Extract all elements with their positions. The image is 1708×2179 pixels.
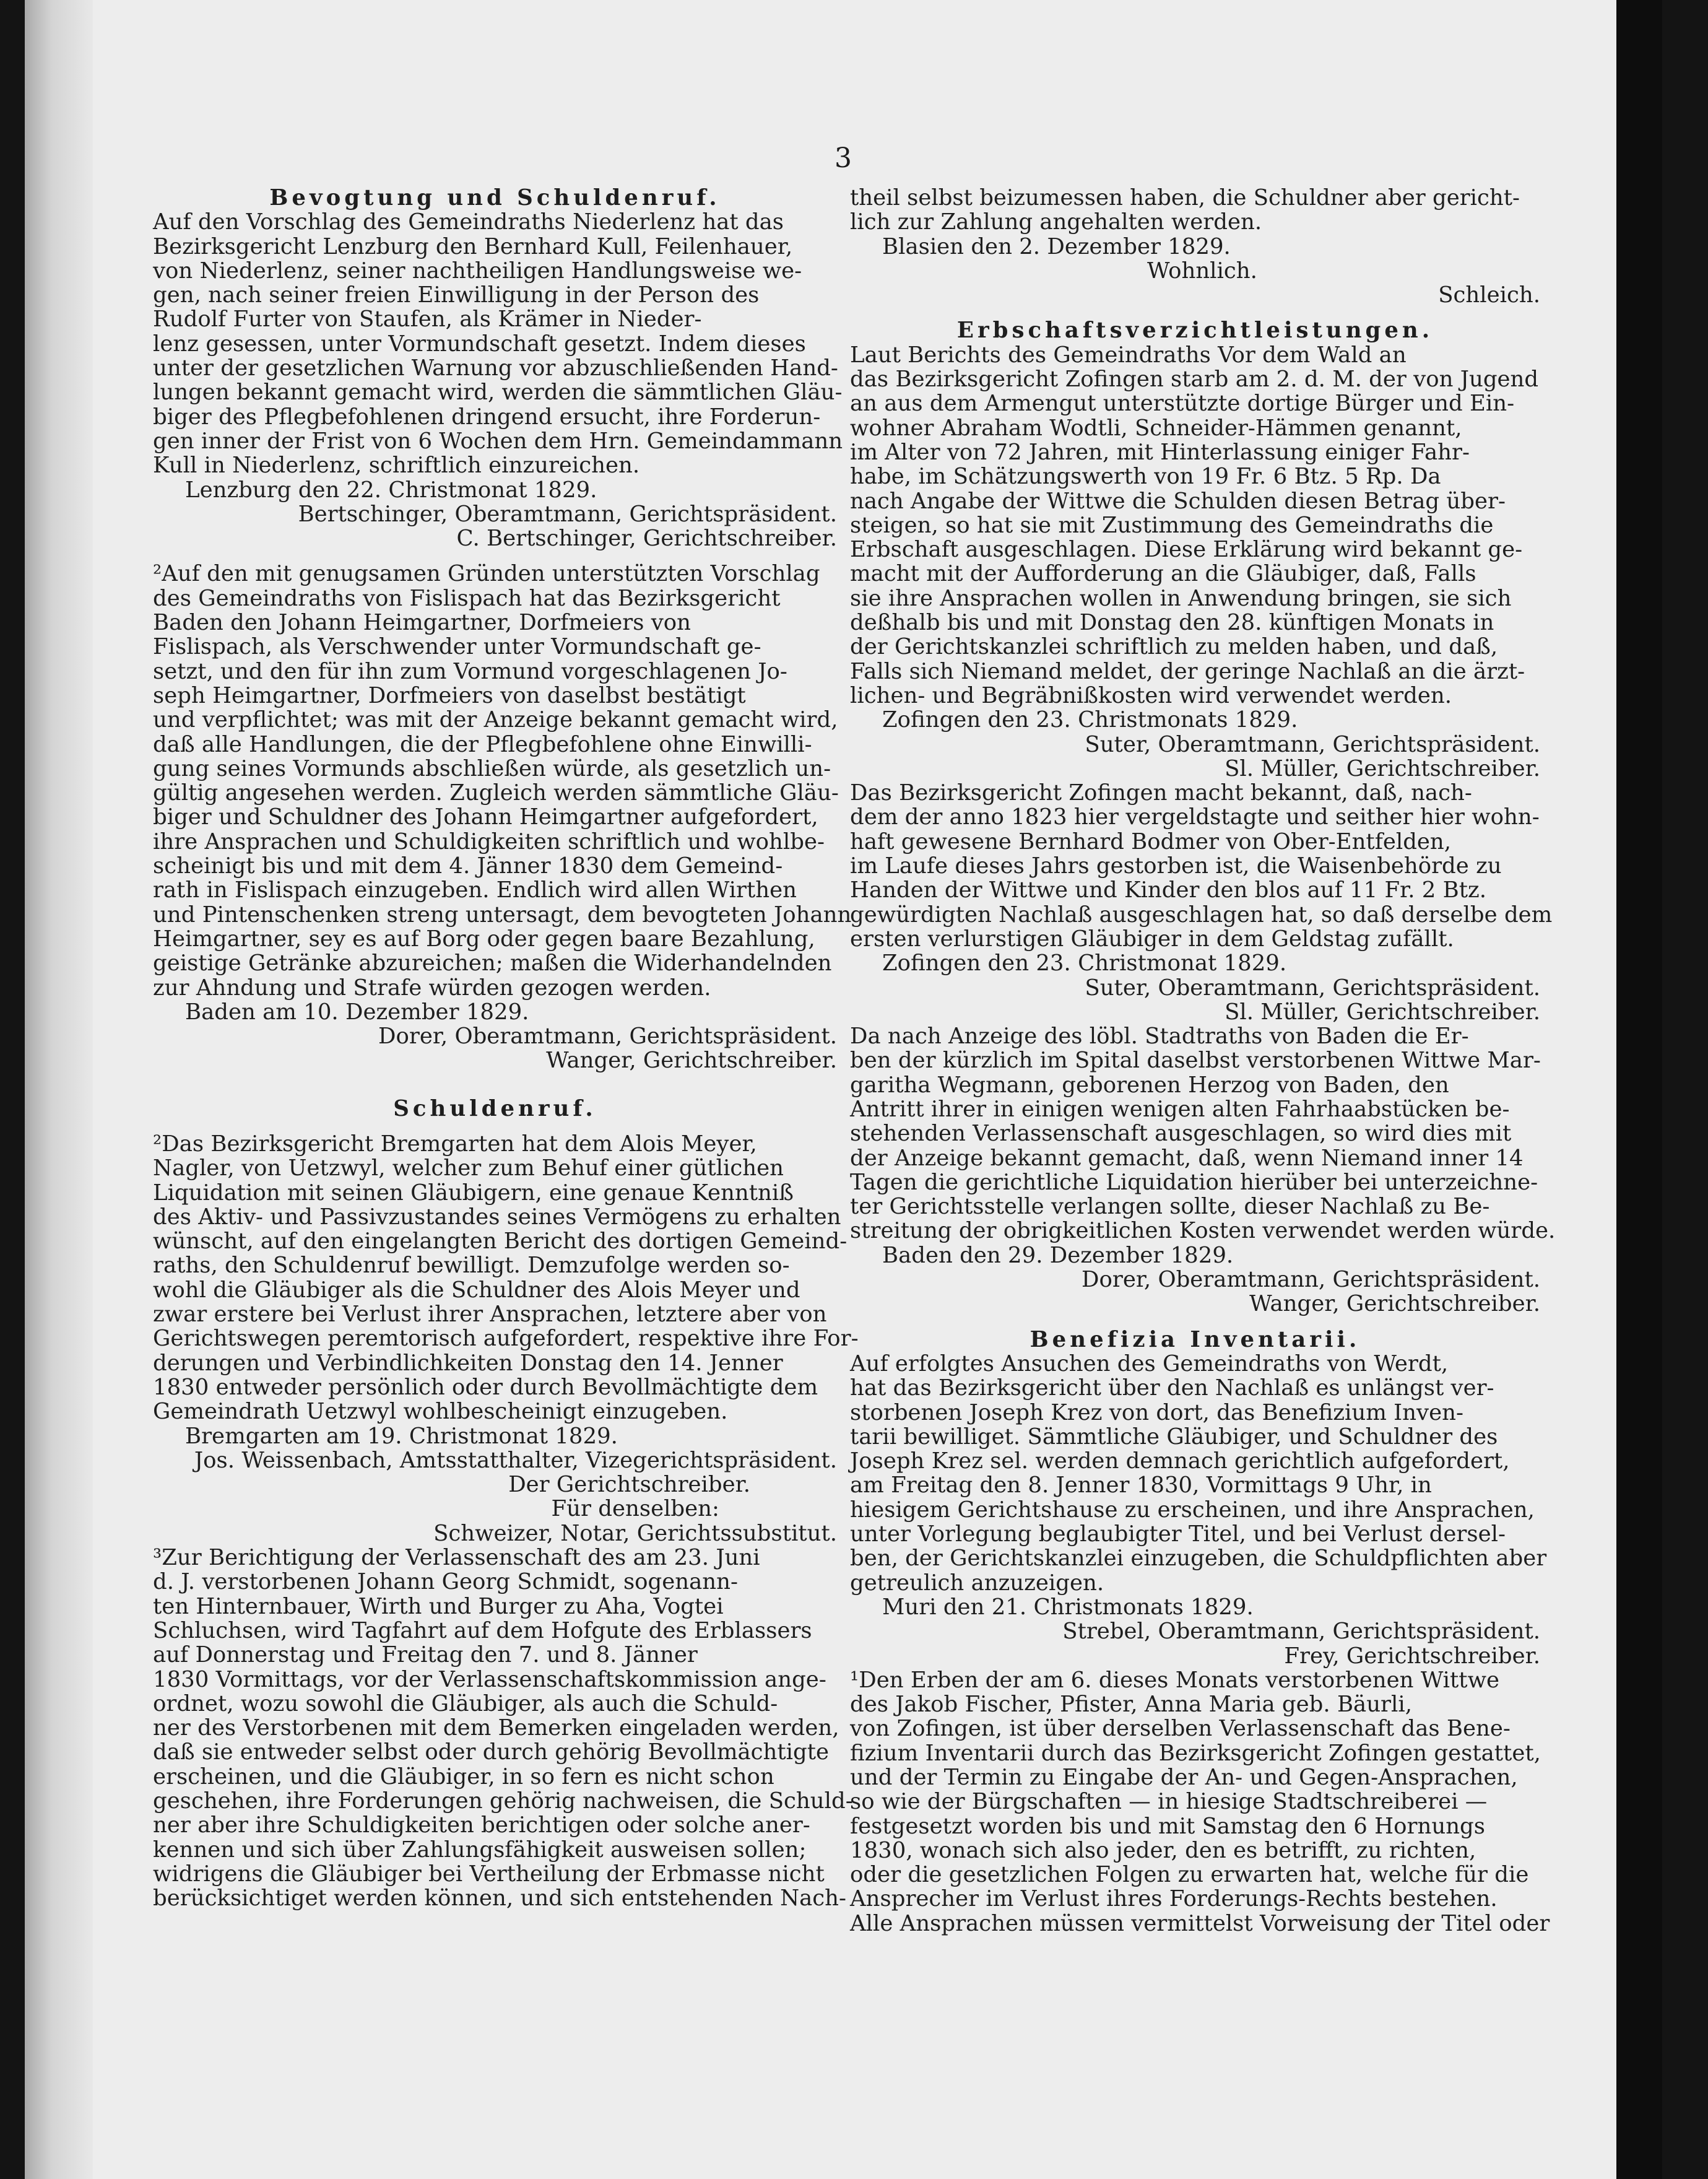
notice-text xyxy=(153,561,852,1001)
text-line: ben, der Gerichtskanzlei einzugeben, die Schuldpflichten aber xyxy=(850,1546,1547,1572)
text-line: Kull in Niederlenz, schriftlich einzureichen. xyxy=(153,453,640,479)
text-line: im Laufe dieses Jahrs gestorben ist, die Waisenbehörde zu xyxy=(850,853,1502,879)
text-line: habe, im Schätzungswerth von 19 Fr. 6 Btz. 5 Rp. Da xyxy=(850,464,1441,490)
text-line: setzt, und den für ihn zum Vormund vorgeschlagenen Jo- xyxy=(153,658,787,684)
left-column xyxy=(153,185,859,1912)
text-line: Fislispach, als Verschwender unter Vormundschaft ge- xyxy=(153,634,761,660)
text-line: gen, nach seiner freien Einwilligung in der Person des xyxy=(153,282,760,308)
signature: Sl. Müller, Gerichtschreiber. xyxy=(1225,755,1540,781)
text-line: gen inner der Frist von 6 Wochen dem Hrn. Gemeindammann xyxy=(153,428,843,454)
text-line: so wie der Bürgschaften — in hiesige Stadtschreiberei — xyxy=(850,1789,1488,1815)
signature: Jos. Weissenbach, Amtsstatthalter, Vizegerichtspräsident. xyxy=(194,1447,837,1473)
newspaper-page xyxy=(25,0,1662,2179)
notice-text xyxy=(850,1667,1550,1936)
text-line: Gemeindrath Uetzwyl wohlbescheinigt einzugeben. xyxy=(153,1399,728,1425)
text-line: des Gemeindraths von Fislispach hat das Bezirksgericht xyxy=(153,585,781,611)
section-heading: Bevogtung und Schuldenruf. xyxy=(269,185,721,211)
text-line: ordnet, wozu sowohl die Gläubiger, als auch die Schuld- xyxy=(153,1690,778,1716)
text-line: biger des Pflegbefohlenen dringend ersucht, ihre Forderun- xyxy=(153,404,821,430)
text-line: Rudolf Furter von Staufen, als Krämer in Nieder- xyxy=(153,307,702,333)
text-line: widrigens die Gläubiger bei Vertheilung der Erbmasse nicht xyxy=(153,1861,825,1887)
text-line: hiesigem Gerichtshause zu erscheinen, und ihre Ansprachen, xyxy=(850,1497,1535,1523)
text-line: Gerichtswegen peremtorisch aufgefordert, respektive ihre For- xyxy=(153,1326,859,1352)
text-line: rath in Fislispach einzugeben. Endlich wird allen Wirthen xyxy=(153,877,797,903)
text-line: von Zofingen, ist über derselben Verlassenschaft das Bene- xyxy=(850,1716,1511,1742)
text-line: tarii bewilliget. Sämmtliche Gläubiger, und Schuldner des xyxy=(850,1424,1498,1450)
place-date: Baden den 29. Dezember 1829. xyxy=(882,1242,1234,1268)
section-heading: Schuldenruf. xyxy=(393,1095,597,1121)
text-line: geistige Getränke abzureichen; maßen die Widerhandelnden xyxy=(153,950,832,976)
text-line: kennen und sich über Zahlungsfähigkeit ausweisen sollen; xyxy=(153,1837,807,1863)
text-line: lichen- und Begräbnißkosten wird verwendet werden. xyxy=(850,682,1452,708)
text-line: Da nach Anzeige des löbl. Stadtraths von Baden die Er- xyxy=(850,1024,1469,1050)
signature: Dorer, Oberamtmann, Gerichtspräsident. xyxy=(378,1024,837,1050)
text-line: ner aber ihre Schuldigkeiten berichtigen oder solche aner- xyxy=(153,1812,810,1838)
text-line: Nagler, von Uetzwyl, welcher zum Behuf einer gütlichen xyxy=(153,1155,784,1181)
text-line: erscheinen, und die Gläubiger, in so fern es nicht schon xyxy=(153,1764,774,1790)
signature: Suter, Oberamtmann, Gerichtspräsident. xyxy=(1085,975,1540,1001)
text-line: zur Ahndung und Strafe würden gezogen werden. xyxy=(153,975,711,1001)
text-line: 1830 Vormittags, vor der Verlassenschaftskommission ange- xyxy=(153,1666,826,1692)
text-line: 1830 entweder persönlich oder durch Bevollmächtigte dem xyxy=(153,1374,818,1400)
text-line: streitung der obrigkeitlichen Kosten verwendet werden würde. xyxy=(850,1218,1556,1244)
text-line: ten Hinternbauer, Wirth und Burger zu Aha, Vogtei xyxy=(153,1593,724,1619)
text-line: ihre Ansprachen und Schuldigkeiten schriftlich und wohlbe- xyxy=(153,829,825,855)
text-line: lungen bekannt gemacht wird, werden die sämmtlichen Gläu- xyxy=(153,380,843,406)
text-line: Handen der Wittwe und Kinder den blos auf 11 Fr. 2 Btz. xyxy=(850,877,1486,903)
text-line: sie ihre Ansprachen wollen in Anwendung bringen, sie sich xyxy=(850,585,1512,611)
text-line: und der Termin zu Eingabe der An- und Gegen-Ansprachen, xyxy=(850,1765,1518,1790)
notice-text xyxy=(850,343,1540,708)
text-line: d. J. verstorbenen Johann Georg Schmidt, sogenann- xyxy=(153,1569,739,1595)
text-line: lenz gesessen, unter Vormundschaft gesetzt. Indem dieses xyxy=(153,331,806,357)
text-line: ner des Verstorbenen mit dem Bemerken eingeladen werden, xyxy=(153,1715,839,1741)
text-line: ¹Den Erben der am 6. dieses Monats verstorbenen Wittwe xyxy=(850,1667,1499,1693)
text-line: Tagen die gerichtliche Liquidation hierüber bei unterzeichne- xyxy=(850,1169,1538,1195)
text-line: des Jakob Fischer, Pfister, Anna Maria geb. Bäurli, xyxy=(850,1692,1413,1718)
text-line: am Freitag den 8. Jenner 1830, Vormittags 9 Uhr, in xyxy=(850,1472,1432,1498)
signature: Wanger, Gerichtschreiber. xyxy=(546,1048,837,1074)
text-line: ³Zur Berichtigung der Verlassenschaft des am 23. Juni xyxy=(153,1545,760,1571)
page-edge-shadow xyxy=(1616,0,1662,2179)
page-number: 3 xyxy=(834,142,852,174)
text-line: Auf den Vorschlag des Gemeindraths Niederlenz hat das xyxy=(153,209,784,235)
text-line: Erbschaft ausgeschlagen. Diese Erklärung wird bekannt ge- xyxy=(850,537,1523,563)
place-date: Baden am 10. Dezember 1829. xyxy=(185,999,529,1025)
place-date: Bremgarten am 19. Christmonat 1829. xyxy=(185,1423,618,1449)
text-line: Das Bezirksgericht Zofingen macht bekannt, daß, nach- xyxy=(850,780,1472,806)
text-line: der Anzeige bekannt gemacht, daß, wenn Niemand inner 14 xyxy=(850,1145,1524,1171)
text-line: dem der anno 1823 hier vergeldstagte und seither hier wohn- xyxy=(850,804,1540,830)
place-date: Muri den 21. Christmonats 1829. xyxy=(882,1594,1254,1620)
text-line: fizium Inventarii durch das Bezirksgericht Zofingen gestattet, xyxy=(850,1740,1541,1766)
place-date: Zofingen den 23. Christmonat 1829. xyxy=(882,950,1287,976)
text-line: scheinigt bis und mit dem 4. Jänner 1830 dem Gemeind- xyxy=(153,853,783,879)
text-line: gewürdigten Nachlaß ausgeschlagen hat, so daß derselbe dem xyxy=(850,902,1553,928)
notice-text xyxy=(153,1131,859,1425)
text-line: derungen und Verbindlichkeiten Donstag den 14. Jenner xyxy=(153,1350,783,1376)
text-line: gültig angesehen werden. Zugleich werden sämmtliche Gläu- xyxy=(153,780,839,806)
signature: Wohnlich. xyxy=(1147,258,1257,284)
text-line: ²Das Bezirksgericht Bremgarten hat dem Alois Meyer, xyxy=(153,1131,757,1157)
signature: Schweizer, Notar, Gerichtssubstitut. xyxy=(433,1520,837,1546)
text-line: und Pintenschenken streng untersagt, dem bevogteten Johann xyxy=(153,902,852,928)
text-line: wohner Abraham Wodtli, Schneider-Hämmen genannt, xyxy=(850,415,1462,441)
section-heading: Benefizia Inventarii. xyxy=(1030,1326,1361,1352)
text-line: raths, den Schuldenruf bewilligt. Demzufolge werden so- xyxy=(153,1253,790,1279)
text-line: berücksichtiget werden können, und sich entstehenden Nach- xyxy=(153,1885,847,1912)
text-line: daß alle Handlungen, die der Pflegbefohlene ohne Einwilli- xyxy=(153,731,812,757)
text-line: des Aktiv- und Passivzustandes seines Vermögens zu erhalten xyxy=(153,1204,841,1230)
signature: Frey, Gerichtschreiber. xyxy=(1284,1643,1540,1669)
signature: Bertschinger, Oberamtmann, Gerichtspräsident. xyxy=(298,501,837,527)
place-date: Zofingen den 23. Christmonats 1829. xyxy=(882,707,1298,733)
right-column xyxy=(850,185,1556,1936)
signature: Suter, Oberamtmann, Gerichtspräsident. xyxy=(1085,731,1540,757)
text-line: Liquidation mit seinen Gläubigern, eine genaue Kenntniß xyxy=(153,1180,794,1206)
text-line: Falls sich Niemand meldet, der geringe Nachlaß an die ärzt- xyxy=(850,658,1525,684)
text-line: und verpflichtet; was mit der Anzeige bekannt gemacht wird, xyxy=(153,707,838,733)
text-line: lich zur Zahlung angehalten werden. xyxy=(850,209,1262,235)
notice-text xyxy=(153,1545,853,1912)
place-date: Blasien den 2. Dezember 1829. xyxy=(882,233,1231,259)
text-line: Alle Ansprachen müssen vermittelst Vorweisung der Titel oder xyxy=(850,1910,1550,1936)
text-line: wünscht, auf den eingelangten Bericht des dortigen Gemeind- xyxy=(153,1229,847,1255)
binding-spine xyxy=(25,0,93,2179)
notice-text xyxy=(850,1350,1547,1596)
text-line: getreulich anzuzeigen. xyxy=(850,1570,1104,1596)
text-line: seph Heimgartner, Dorfmeiers von daselbst bestätigt xyxy=(153,682,746,708)
signature: C. Bertschinger, Gerichtschreiber. xyxy=(456,526,837,552)
signature: Dorer, Oberamtmann, Gerichtspräsident. xyxy=(1082,1267,1540,1293)
signature: Für denselben: xyxy=(551,1496,719,1522)
text-line: Heimgartner, sey es auf Borg oder gegen baare Bezahlung, xyxy=(153,926,815,952)
text-line: Ansprecher im Verlust ihres Forderungs-Rechts bestehen. xyxy=(850,1886,1498,1912)
notice-text xyxy=(850,780,1553,952)
signature: Strebel, Oberamtmann, Gerichtspräsident. xyxy=(1062,1619,1540,1645)
text-line: gung seines Vormunds abschließen würde, als gesetzlich un- xyxy=(153,755,831,781)
text-line: das Bezirksgericht Zofingen starb am 2. d. M. der von Jugend xyxy=(850,367,1539,393)
text-line: wohl die Gläubiger als die Schuldner des Alois Meyer und xyxy=(153,1277,800,1303)
text-line: der Gerichtskanzlei schriftlich zu melden haben, und daß, xyxy=(850,634,1498,660)
text-line: oder die gesetzlichen Folgen zu erwarten hat, welche für die xyxy=(850,1862,1529,1888)
text-line: ²Auf den mit genugsamen Gründen unterstützten Vorschlag xyxy=(153,561,820,587)
text-line: von Niederlenz, seiner nachtheiligen Handlungsweise we- xyxy=(153,258,802,284)
signature: Schleich. xyxy=(1438,282,1540,308)
text-line: an aus dem Armengut unterstützte dortige Bürger und Ein- xyxy=(850,391,1515,417)
text-line: auf Donnerstag und Freitag den 7. und 8. Jänner xyxy=(153,1642,698,1668)
text-line: biger und Schuldner des Johann Heimgartner aufgefordert, xyxy=(153,804,818,830)
text-line: Laut Berichts des Gemeindraths Vor dem Wald an xyxy=(850,342,1407,368)
text-line: Antritt ihrer in einigen wenigen alten Fahrhaabstücken be- xyxy=(850,1096,1510,1122)
text-line: nach Angabe der Wittwe die Schulden diesen Betrag über- xyxy=(850,488,1506,514)
text-line: festgesetzt worden bis und mit Samstag den 6 Hornungs xyxy=(850,1813,1485,1839)
text-line: ben der kürzlich im Spital daselbst verstorbenen Wittwe Mar- xyxy=(850,1048,1541,1074)
signature: Der Gerichtschreiber. xyxy=(508,1472,750,1498)
text-line: ter Gerichtsstelle verlangen sollte, dieser Nachlaß zu Be- xyxy=(850,1194,1490,1220)
text-line: im Alter von 72 Jahren, mit Hinterlassung einiger Fahr- xyxy=(850,439,1470,465)
text-line: garitha Wegmann, geborenen Herzog von Baden, den xyxy=(850,1072,1449,1098)
text-line: deßhalb bis und mit Donstag den 28. künftigen Monats in xyxy=(850,610,1494,636)
notice-text xyxy=(850,1024,1556,1244)
text-line: Schluchsen, wird Tagfahrt auf dem Hofgute des Erblassers xyxy=(153,1617,812,1643)
text-line: theil selbst beizumessen haben, die Schuldner aber gericht- xyxy=(850,185,1520,211)
section-heading: Erbschaftsverzichtleistungen. xyxy=(956,318,1434,344)
text-line: hat das Bezirksgericht über den Nachlaß es unlängst ver- xyxy=(850,1375,1494,1401)
text-line: haft gewesene Bernhard Bodmer von Ober-Entfelden, xyxy=(850,829,1452,855)
text-line: 1830, wonach sich also jeder, den es betrifft, zu richten, xyxy=(850,1837,1476,1863)
signature: Sl. Müller, Gerichtschreiber. xyxy=(1225,999,1540,1025)
text-line: ersten verlurstigen Gläubiger in dem Geldstag zufällt. xyxy=(850,926,1454,952)
text-line: macht mit der Aufforderung an die Gläubiger, daß, Falls xyxy=(850,561,1476,587)
place-date: Lenzburg den 22. Christmonat 1829. xyxy=(185,477,597,503)
text-line: unter Vorlegung beglaubigter Titel, und bei Verlust dersel- xyxy=(850,1521,1506,1547)
notice-text xyxy=(153,209,843,479)
signature: Wanger, Gerichtschreiber. xyxy=(1249,1291,1540,1317)
text-line: zwar erstere bei Verlust ihrer Ansprachen, letztere aber von xyxy=(153,1302,827,1328)
text-line: unter der gesetzlichen Warnung vor abzuschließenden Hand- xyxy=(153,355,838,381)
notice-text xyxy=(850,186,1540,235)
text-line: storbenen Joseph Krez von dort, das Benefizium Inven- xyxy=(850,1399,1463,1425)
text-line: Baden den Johann Heimgartner, Dorfmeiers von xyxy=(153,610,691,636)
text-line: steigen, so hat sie mit Zustimmung des Gemeindraths die xyxy=(850,512,1494,538)
text-line: Bezirksgericht Lenzburg den Bernhard Kull, Feilenhauer, xyxy=(153,233,793,259)
text-line: stehenden Verlassenschaft ausgeschlagen, so wird dies mit xyxy=(850,1121,1512,1147)
text-line: Auf erfolgtes Ansuchen des Gemeindraths von Werdt, xyxy=(850,1350,1449,1377)
text-line: Joseph Krez sel. werden demnach gerichtlich aufgefordert, xyxy=(850,1448,1510,1474)
text-line: daß sie entweder selbst oder durch gehörig Bevollmächtigte xyxy=(153,1739,830,1765)
text-line: geschehen, ihre Forderungen gehörig nachweisen, die Schuld- xyxy=(153,1788,853,1814)
